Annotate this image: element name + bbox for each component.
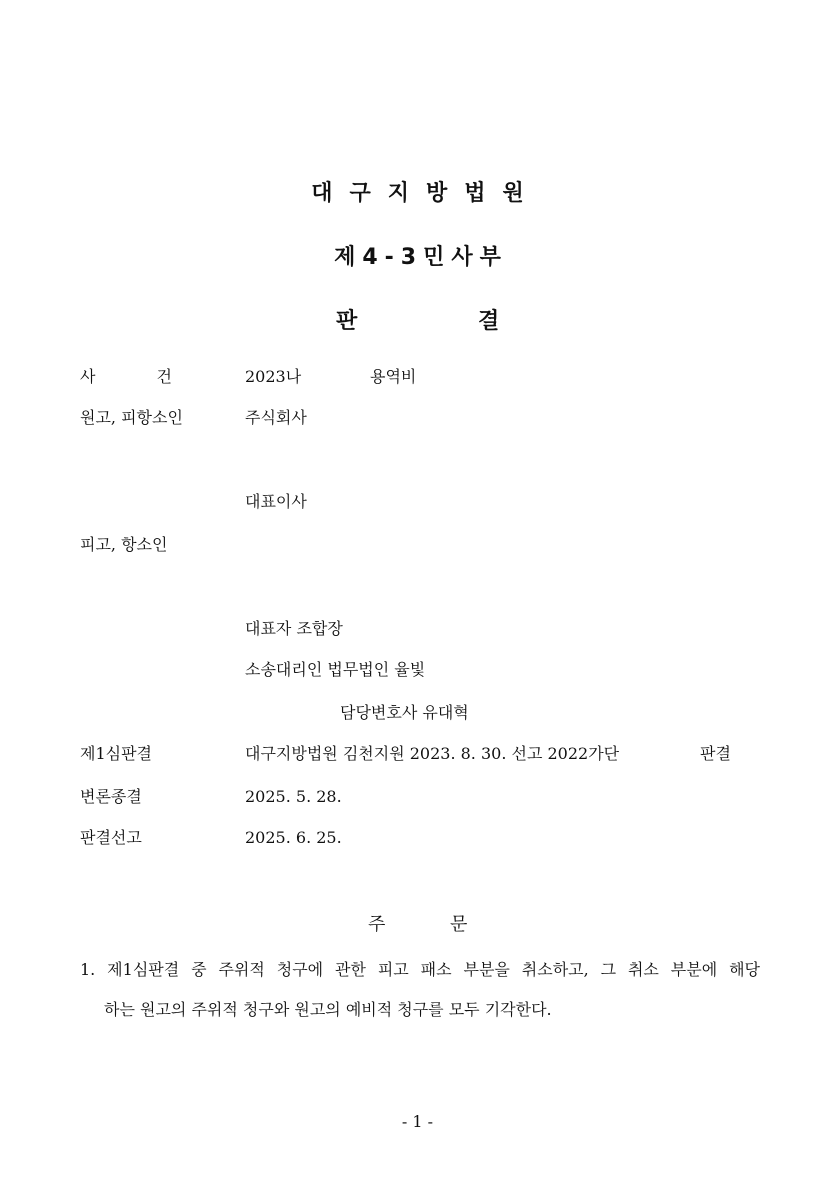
case-label: 사 건 bbox=[80, 367, 172, 386]
closing-label: 변론종결 bbox=[80, 787, 142, 806]
defendant-representative: 대표자 조합장 bbox=[245, 619, 343, 638]
order-heading-part-2: 문 bbox=[450, 914, 468, 935]
defendant-label: 피고, 항소인 bbox=[80, 535, 168, 554]
defendant-counsel: 소송대리인 법무법인 율빛 bbox=[245, 660, 426, 679]
order-heading-part-1: 주 bbox=[368, 914, 386, 935]
order-item-1-line-1: 1. 제1심판결 중 주위적 청구에 관한 피고 패소 부분을 취소하고, 그 취소 부분에 해당 bbox=[80, 960, 760, 979]
division-name: 제4-3민사부 bbox=[334, 245, 508, 270]
plaintiff-name: 주식회사 bbox=[245, 408, 307, 427]
defendant-attorney: 담당변호사 유대혁 bbox=[340, 703, 469, 722]
first-instance-label: 제1심판결 bbox=[80, 744, 153, 763]
page-number: - 1 - bbox=[401, 1112, 434, 1131]
ruling-label: 판결선고 bbox=[80, 828, 142, 847]
document-title-part-2: 결 bbox=[478, 309, 500, 334]
case-name: 용역비 bbox=[370, 367, 417, 386]
ruling-date: 2025. 6. 25. bbox=[245, 828, 342, 847]
plaintiff-label: 원고, 피항소인 bbox=[80, 408, 183, 427]
first-instance-value: 대구지방법원 김천지원 2023. 8. 30. 선고 2022가단 bbox=[245, 744, 620, 763]
closing-date: 2025. 5. 28. bbox=[245, 787, 342, 806]
court-name: 대구지방법원 bbox=[311, 181, 541, 206]
plaintiff-representative: 대표이사 bbox=[245, 492, 307, 511]
case-number: 2023나 bbox=[245, 367, 302, 386]
first-instance-suffix: 판결 bbox=[700, 744, 731, 763]
order-item-1-line-2: 하는 원고의 주위적 청구와 원고의 예비적 청구를 모두 기각한다. bbox=[104, 1000, 552, 1019]
document-title-part-1: 판 bbox=[336, 309, 358, 334]
